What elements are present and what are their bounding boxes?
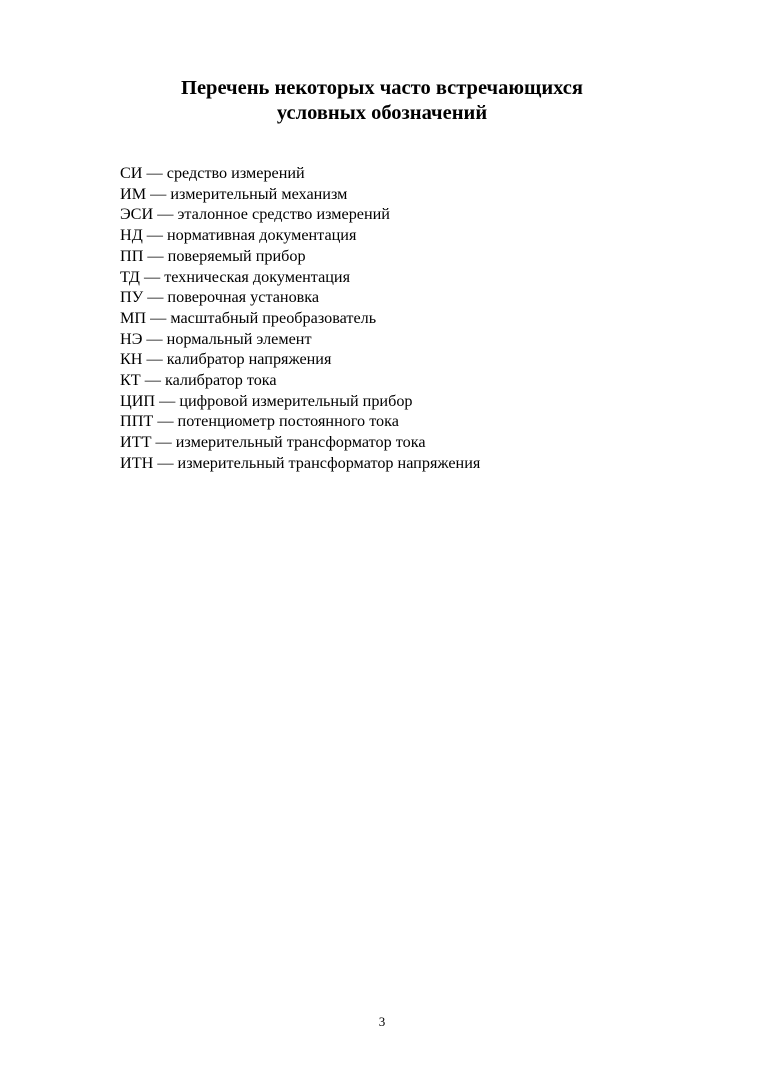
list-item: ЭСИ — эталонное средство измерений	[120, 205, 390, 224]
list-item: ИТН — измерительный трансформатор напряжения	[120, 453, 481, 472]
page-number: 3	[378, 1014, 386, 1029]
list-item: ППТ — потенциометр постоянного тока	[120, 412, 399, 431]
list-item: ИТТ — измерительный трансформатор тока	[120, 433, 426, 452]
title-line-1: Перечень некоторых часто встречающихся	[181, 77, 583, 99]
list-item: НД — нормативная документация	[120, 226, 357, 245]
list-item: КТ — калибратор тока	[120, 371, 277, 390]
list-item: КН — калибратор напряжения	[120, 350, 332, 369]
list-item: СИ — средство измерений	[120, 164, 305, 182]
list-item: НЭ — нормальный элемент	[120, 329, 312, 348]
abbreviation-list	[120, 163, 480, 474]
list-item: ПП — поверяемый прибор	[120, 246, 306, 265]
title-line-2: условных обозначений	[276, 102, 488, 124]
list-item: МП — масштабный преобразователь	[120, 308, 377, 327]
list-item: ИМ — измерительный механизм	[120, 184, 348, 203]
list-item: ЦИП — цифровой измерительный прибор	[120, 391, 413, 410]
list-item: ТД — техническая документация	[120, 267, 351, 286]
page-title	[0, 76, 764, 126]
list-item: ПУ — поверочная установка	[120, 288, 320, 307]
